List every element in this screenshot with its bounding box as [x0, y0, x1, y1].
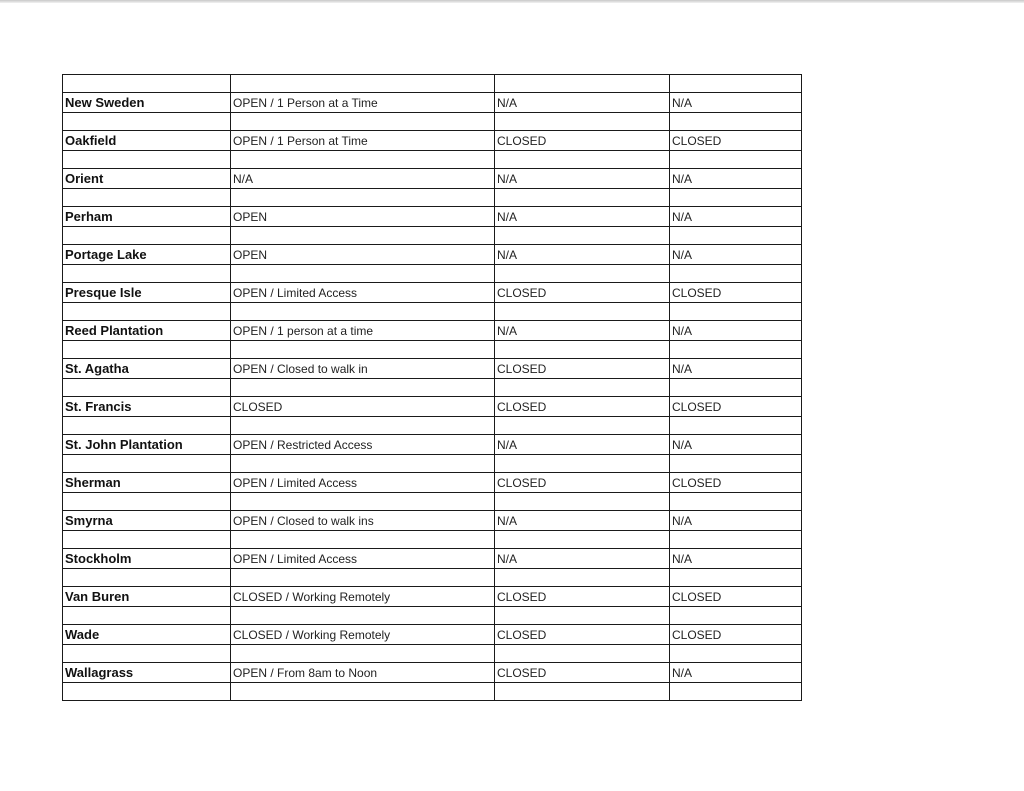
empty-cell	[231, 265, 495, 283]
empty-cell	[670, 113, 802, 131]
empty-cell	[231, 113, 495, 131]
office-status-cell: OPEN / Limited Access	[231, 549, 495, 569]
office-status-cell: OPEN / Limited Access	[231, 473, 495, 493]
empty-cell	[670, 493, 802, 511]
office-status-cell: OPEN / 1 Person at Time	[231, 131, 495, 151]
spacer-row	[63, 607, 802, 625]
town-name-cell: Wallagrass	[63, 663, 231, 683]
empty-cell	[63, 151, 231, 169]
spacer-row	[63, 645, 802, 663]
table-row	[63, 397, 802, 417]
status-cell-3: N/A	[670, 245, 802, 265]
spacer-row	[63, 455, 802, 473]
spacer-row	[63, 303, 802, 321]
town-name-cell: Smyrna	[63, 511, 231, 531]
empty-cell	[670, 189, 802, 207]
status-cell-2: N/A	[495, 207, 670, 227]
table-row	[63, 245, 802, 265]
status-cell-3: N/A	[670, 93, 802, 113]
table-row	[63, 131, 802, 151]
table-row	[63, 207, 802, 227]
town-name-cell: Portage Lake	[63, 245, 231, 265]
empty-cell	[63, 607, 231, 625]
empty-cell	[495, 531, 670, 549]
empty-cell	[495, 607, 670, 625]
status-cell-2: N/A	[495, 321, 670, 341]
town-name-cell: Oakfield	[63, 131, 231, 151]
empty-cell	[63, 265, 231, 283]
empty-cell	[670, 645, 802, 663]
empty-cell	[670, 683, 802, 701]
spacer-row	[63, 417, 802, 435]
office-status-cell: CLOSED	[231, 397, 495, 417]
spacer-row	[63, 265, 802, 283]
empty-cell	[495, 417, 670, 435]
empty-cell	[670, 417, 802, 435]
office-status-cell: OPEN / 1 person at a time	[231, 321, 495, 341]
status-cell-2: CLOSED	[495, 473, 670, 493]
spacer-row	[63, 189, 802, 207]
empty-cell	[231, 341, 495, 359]
status-cell-2: N/A	[495, 549, 670, 569]
empty-cell	[231, 607, 495, 625]
status-cell-2: N/A	[495, 435, 670, 455]
table-body	[63, 75, 802, 701]
status-cell-2: N/A	[495, 93, 670, 113]
status-cell-2: N/A	[495, 511, 670, 531]
empty-cell	[231, 417, 495, 435]
spacer-row	[63, 75, 802, 93]
office-status-cell: OPEN / 1 Person at a Time	[231, 93, 495, 113]
status-cell-2: CLOSED	[495, 397, 670, 417]
status-cell-3: CLOSED	[670, 625, 802, 645]
status-cell-3: CLOSED	[670, 587, 802, 607]
office-status-cell: OPEN / From 8am to Noon	[231, 663, 495, 683]
town-name-cell: Wade	[63, 625, 231, 645]
table-row	[63, 625, 802, 645]
empty-cell	[670, 75, 802, 93]
empty-cell	[670, 607, 802, 625]
status-cell-2: CLOSED	[495, 359, 670, 379]
spacer-row	[63, 341, 802, 359]
town-name-cell: St. Francis	[63, 397, 231, 417]
empty-cell	[63, 303, 231, 321]
spacer-row	[63, 227, 802, 245]
status-cell-2: CLOSED	[495, 663, 670, 683]
office-status-cell: OPEN / Closed to walk in	[231, 359, 495, 379]
table-row	[63, 587, 802, 607]
empty-cell	[231, 683, 495, 701]
status-cell-3: CLOSED	[670, 131, 802, 151]
empty-cell	[495, 303, 670, 321]
status-cell-3: N/A	[670, 549, 802, 569]
office-status-cell: OPEN	[231, 207, 495, 227]
town-name-cell: Presque Isle	[63, 283, 231, 303]
empty-cell	[495, 683, 670, 701]
spacer-row	[63, 493, 802, 511]
town-name-cell: Reed Plantation	[63, 321, 231, 341]
empty-cell	[495, 645, 670, 663]
table-row	[63, 169, 802, 189]
empty-cell	[495, 189, 670, 207]
office-status-cell: OPEN / Restricted Access	[231, 435, 495, 455]
empty-cell	[63, 683, 231, 701]
empty-cell	[231, 569, 495, 587]
status-cell-3: CLOSED	[670, 473, 802, 493]
status-cell-2: CLOSED	[495, 283, 670, 303]
empty-cell	[63, 531, 231, 549]
status-cell-3: CLOSED	[670, 283, 802, 303]
town-name-cell: New Sweden	[63, 93, 231, 113]
status-cell-2: CLOSED	[495, 587, 670, 607]
table-row	[63, 321, 802, 341]
table-row	[63, 511, 802, 531]
empty-cell	[63, 455, 231, 473]
empty-cell	[495, 379, 670, 397]
empty-cell	[63, 113, 231, 131]
empty-cell	[670, 569, 802, 587]
empty-cell	[231, 303, 495, 321]
empty-cell	[231, 151, 495, 169]
empty-cell	[495, 493, 670, 511]
empty-cell	[231, 455, 495, 473]
scan-top-edge	[0, 0, 1024, 3]
empty-cell	[63, 341, 231, 359]
empty-cell	[670, 265, 802, 283]
office-status-cell: CLOSED / Working Remotely	[231, 625, 495, 645]
status-cell-3: N/A	[670, 207, 802, 227]
spacer-row	[63, 379, 802, 397]
empty-cell	[670, 341, 802, 359]
status-cell-3: N/A	[670, 321, 802, 341]
empty-cell	[63, 379, 231, 397]
empty-cell	[495, 151, 670, 169]
empty-cell	[495, 265, 670, 283]
empty-cell	[63, 75, 231, 93]
office-status-cell: OPEN / Closed to walk ins	[231, 511, 495, 531]
table-row	[63, 93, 802, 113]
status-cell-3: N/A	[670, 511, 802, 531]
town-name-cell: Perham	[63, 207, 231, 227]
empty-cell	[231, 379, 495, 397]
empty-cell	[63, 645, 231, 663]
town-name-cell: St. John Plantation	[63, 435, 231, 455]
status-cell-3: N/A	[670, 663, 802, 683]
status-cell-3: N/A	[670, 359, 802, 379]
empty-cell	[495, 75, 670, 93]
empty-cell	[495, 455, 670, 473]
town-name-cell: St. Agatha	[63, 359, 231, 379]
empty-cell	[670, 455, 802, 473]
empty-cell	[231, 75, 495, 93]
status-cell-2: CLOSED	[495, 625, 670, 645]
empty-cell	[495, 341, 670, 359]
spacer-row	[63, 151, 802, 169]
status-cell-2: CLOSED	[495, 131, 670, 151]
empty-cell	[670, 531, 802, 549]
empty-cell	[231, 227, 495, 245]
empty-cell	[495, 227, 670, 245]
empty-cell	[231, 493, 495, 511]
town-name-cell: Van Buren	[63, 587, 231, 607]
status-cell-3: N/A	[670, 435, 802, 455]
office-status-cell: OPEN / Limited Access	[231, 283, 495, 303]
table-row	[63, 359, 802, 379]
table-row	[63, 663, 802, 683]
town-name-cell: Sherman	[63, 473, 231, 493]
empty-cell	[63, 189, 231, 207]
town-name-cell: Stockholm	[63, 549, 231, 569]
status-cell-2: N/A	[495, 169, 670, 189]
empty-cell	[63, 417, 231, 435]
empty-cell	[231, 531, 495, 549]
office-status-cell: CLOSED / Working Remotely	[231, 587, 495, 607]
town-name-cell: Orient	[63, 169, 231, 189]
status-cell-3: CLOSED	[670, 397, 802, 417]
town-office-status-table	[62, 74, 802, 701]
empty-cell	[670, 379, 802, 397]
empty-cell	[670, 151, 802, 169]
spacer-row	[63, 683, 802, 701]
table-row	[63, 283, 802, 303]
spacer-row	[63, 113, 802, 131]
table-row	[63, 549, 802, 569]
empty-cell	[670, 227, 802, 245]
status-cell-2: N/A	[495, 245, 670, 265]
spacer-row	[63, 569, 802, 587]
office-status-cell: OPEN	[231, 245, 495, 265]
empty-cell	[495, 569, 670, 587]
office-status-cell: N/A	[231, 169, 495, 189]
empty-cell	[231, 189, 495, 207]
empty-cell	[63, 493, 231, 511]
table-row	[63, 473, 802, 493]
status-cell-3: N/A	[670, 169, 802, 189]
empty-cell	[670, 303, 802, 321]
empty-cell	[63, 569, 231, 587]
empty-cell	[231, 645, 495, 663]
spacer-row	[63, 531, 802, 549]
empty-cell	[495, 113, 670, 131]
empty-cell	[63, 227, 231, 245]
table-row	[63, 435, 802, 455]
